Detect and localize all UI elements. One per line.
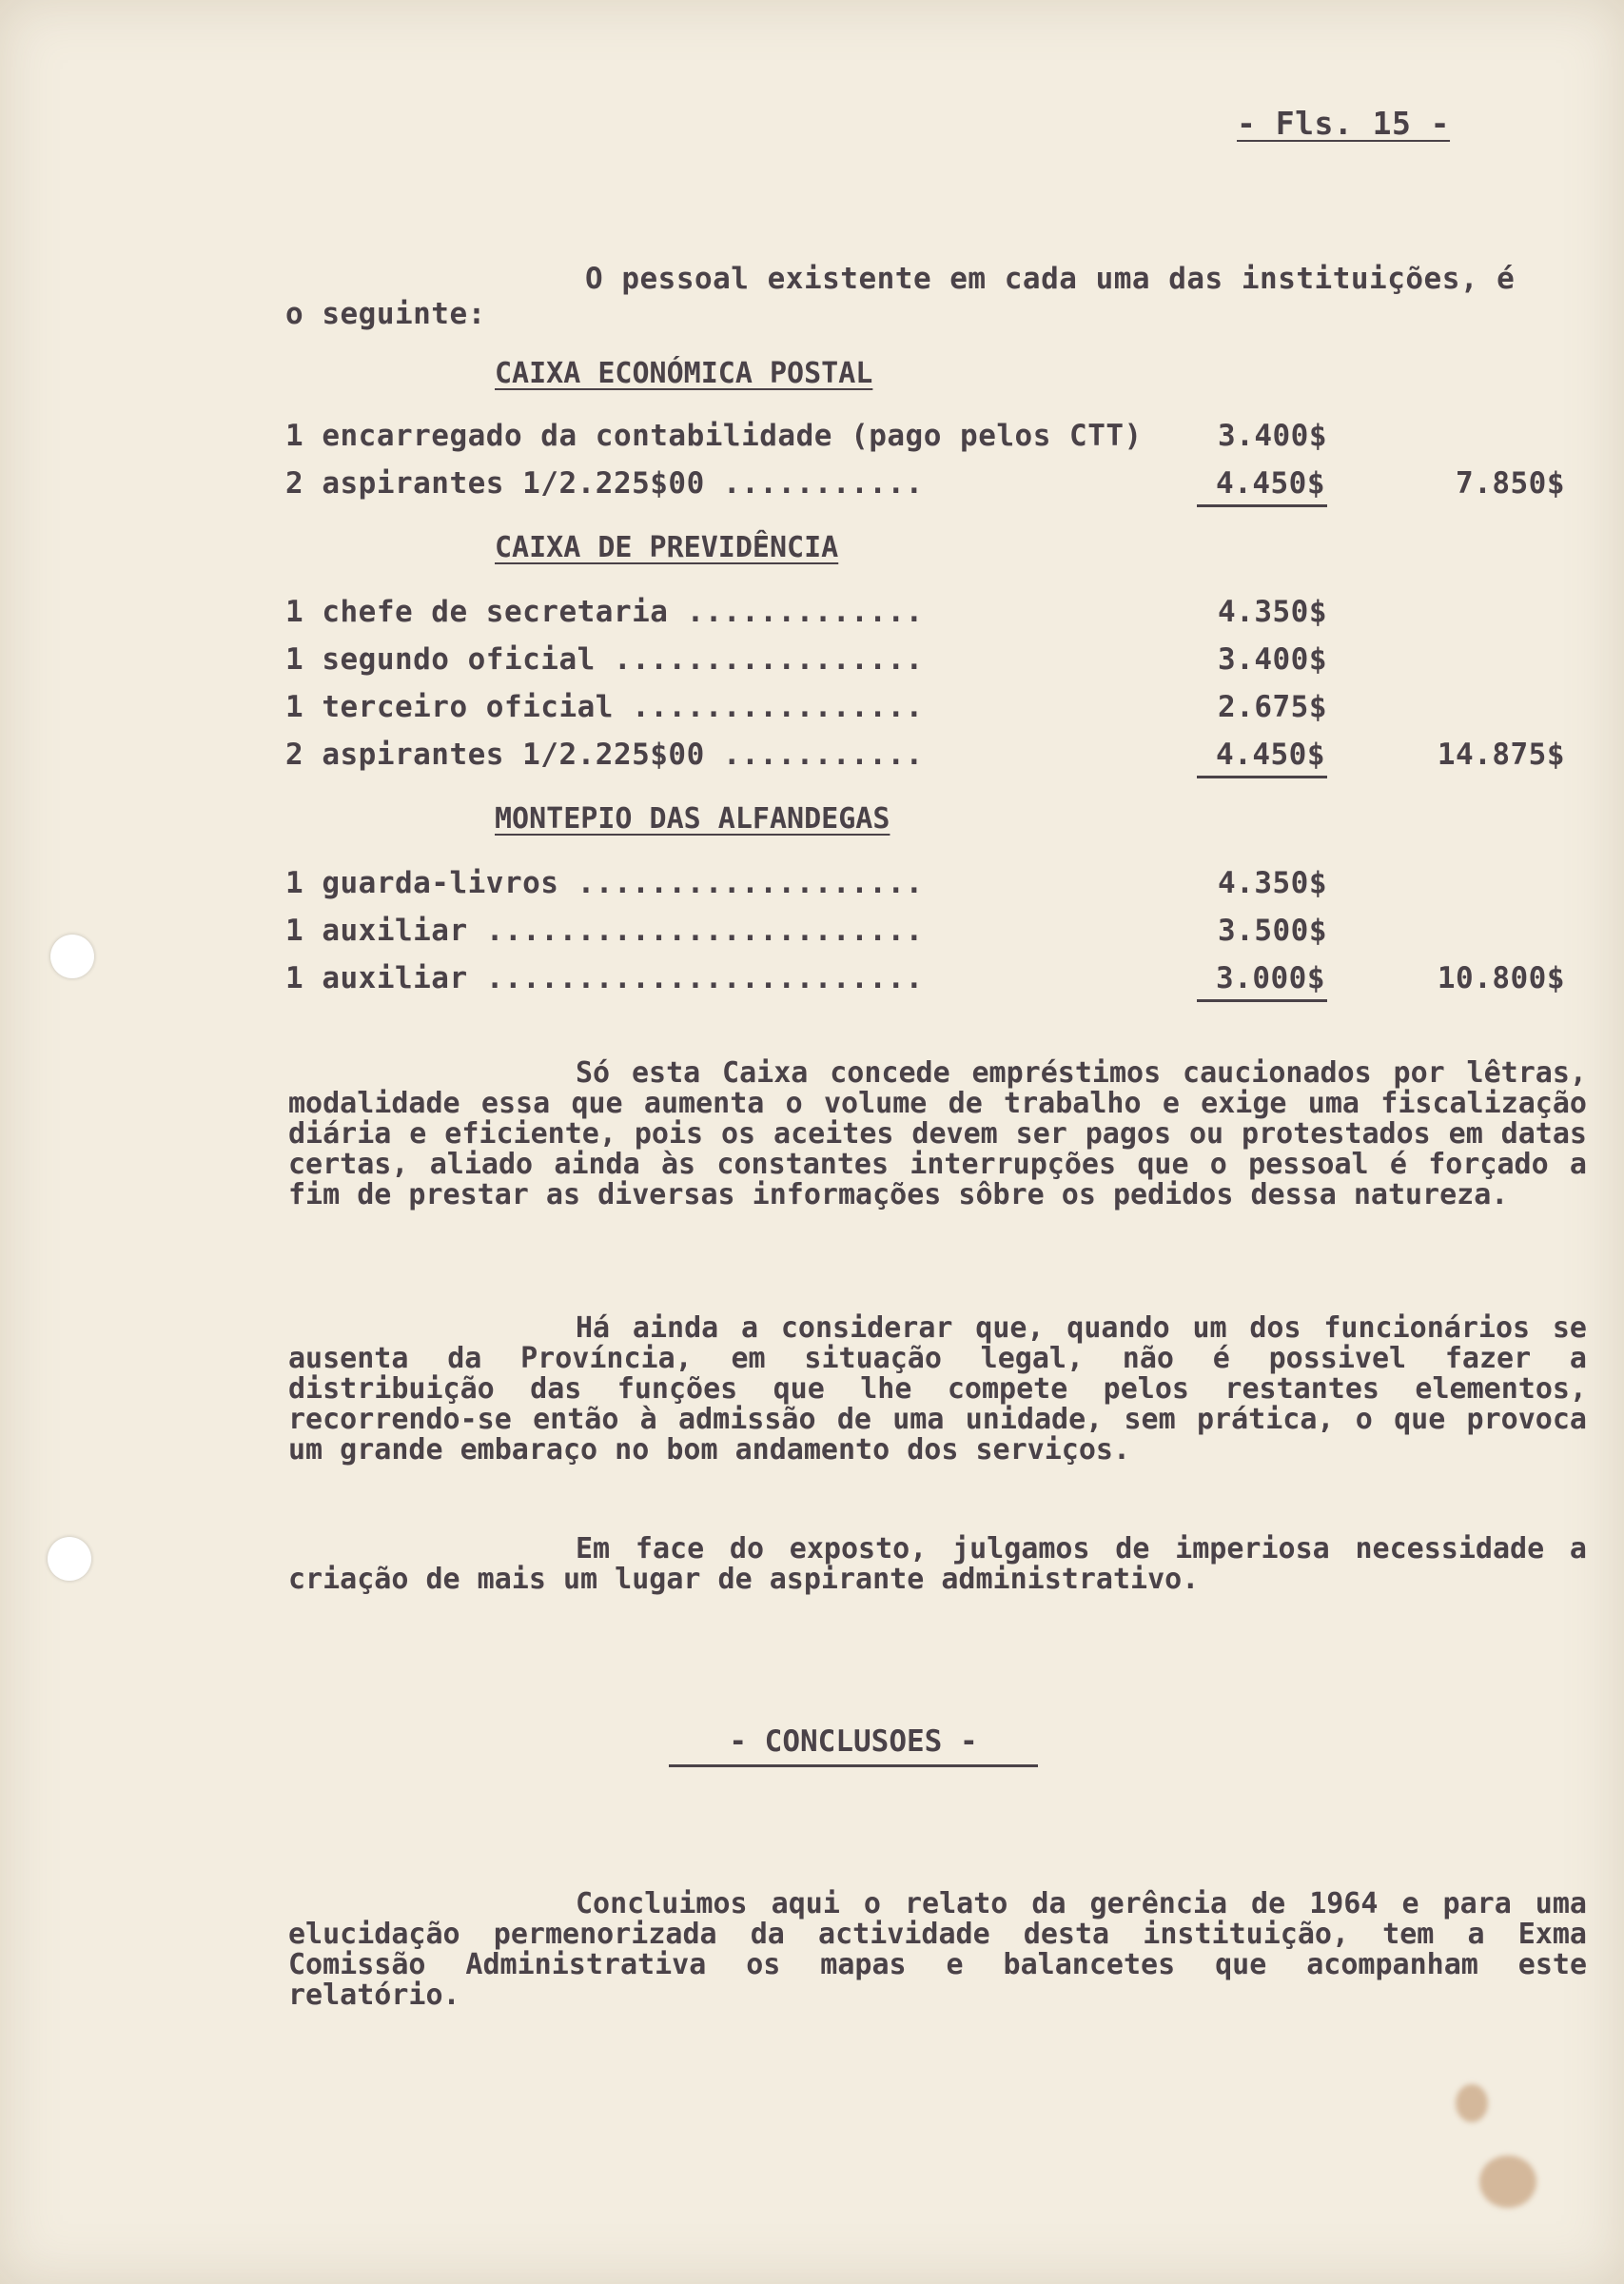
- paragraph-4: [288, 1889, 1587, 2011]
- table-row: [285, 914, 1565, 952]
- row-amount: 3.400$: [1218, 642, 1327, 677]
- row-label: 1 terceiro oficial ................: [285, 690, 924, 724]
- row-amount: 3.000$: [1197, 961, 1327, 1002]
- stain-mark: [1479, 2156, 1536, 2208]
- section-title: MONTEPIO DAS ALFANDEGAS: [495, 802, 890, 836]
- table-row: [285, 961, 1565, 999]
- page-number: - Fls. 15 -: [1237, 105, 1451, 142]
- table-row: [285, 419, 1565, 457]
- paragraph-text: Em face do exposto, julgamos de imperiosa necessidade a criação de mais um lugar de aspirante administrativo.: [288, 1532, 1587, 1596]
- stain-mark: [1456, 2084, 1488, 2122]
- row-label: 1 segundo oficial .................: [285, 642, 924, 677]
- intro-line-2: o seguinte:: [285, 297, 486, 331]
- paragraph-text: Só esta Caixa concede empréstimos caucionados por lêtras, modalidade essa que aumenta o volume de trabalho e exige uma fiscalização diária e eficiente, pois os aceites devem ser pagos ou protestados em datas certas, aliado ainda às constantes interrupções que o pessoal é forçado a fim de prestar as diversas informações sôbre os pedidos dessa natureza.: [288, 1056, 1587, 1211]
- punch-hole-top: [50, 935, 94, 978]
- intro-line-1: O pessoal existente em cada uma das instituições, é: [585, 262, 1516, 296]
- row-amount: 3.400$: [1218, 419, 1327, 453]
- paragraph-text: Há ainda a considerar que, quando um dos funcionários se ausenta da Província, em situação legal, não é possivel fazer a distribuição das funções que lhe compete pelos restantes elementos, recorrendo-se então à admissão de uma unidade, sem prática, o que provoca um grande embaraço no bom andamento dos serviços.: [288, 1311, 1587, 1467]
- table-row: [285, 866, 1565, 904]
- paragraph-2: [288, 1313, 1587, 1466]
- section-title: CAIXA DE PREVIDÊNCIA: [495, 531, 839, 564]
- paragraph-3: [288, 1534, 1587, 1595]
- row-label: 1 auxiliar ........................: [285, 961, 924, 995]
- row-label: 1 encarregado da contabilidade (pago pelos CTT): [285, 419, 1143, 453]
- table-row: [285, 595, 1565, 633]
- row-amount: 3.500$: [1218, 914, 1327, 948]
- table-row: [285, 690, 1565, 728]
- row-amount: 2.675$: [1218, 690, 1327, 724]
- table-row: [285, 466, 1565, 504]
- row-label: 2 aspirantes 1/2.225$00 ...........: [285, 738, 924, 772]
- row-total: 14.875$: [1437, 738, 1565, 772]
- row-total: 7.850$: [1456, 466, 1565, 501]
- row-amount: 4.450$: [1197, 466, 1327, 507]
- row-amount: 4.350$: [1218, 595, 1327, 629]
- table-row: [285, 642, 1565, 680]
- row-label: 1 chefe de secretaria .............: [285, 595, 924, 629]
- table-row: [285, 738, 1565, 776]
- row-label: 1 guarda-livros ...................: [285, 866, 924, 900]
- row-label: 1 auxiliar ........................: [285, 914, 924, 948]
- row-label: 2 aspirantes 1/2.225$00 ...........: [285, 466, 924, 501]
- section-title: CAIXA ECONÓMICA POSTAL: [495, 357, 873, 390]
- paragraph-1: [288, 1058, 1587, 1211]
- conclusions-heading: - CONCLUSOES -: [669, 1724, 1038, 1767]
- row-amount: 4.350$: [1218, 866, 1327, 900]
- row-total: 10.800$: [1437, 961, 1565, 995]
- punch-hole-bottom: [48, 1537, 91, 1581]
- row-amount: 4.450$: [1197, 738, 1327, 778]
- paragraph-text: Concluimos aqui o relato da gerência de 1964 e para uma elucidação permenorizada da actividade desta instituição, tem a Exma Comissão Administrativa os mapas e balancetes que acompanham este relatório.: [288, 1887, 1587, 2012]
